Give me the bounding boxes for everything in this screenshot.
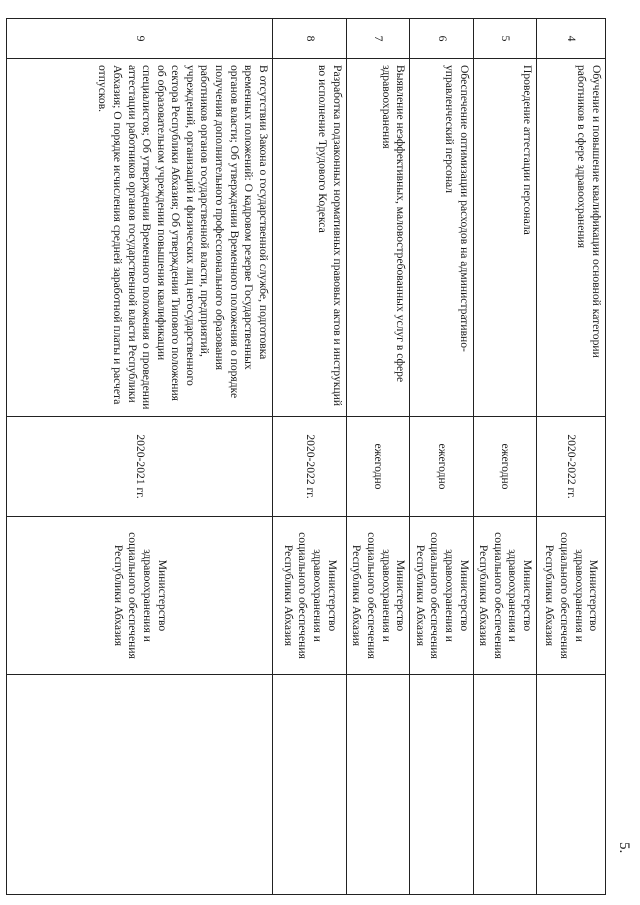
table-row — [6, 19, 272, 895]
org-line: Министерство — [155, 559, 169, 632]
row-number: 6 — [410, 19, 473, 59]
org-line: Республики Абхазия — [477, 544, 491, 647]
org-line: Республики Абхазия — [111, 544, 125, 647]
org-line: социального обеспечения — [428, 532, 442, 659]
org-line: социального обеспечения — [558, 532, 571, 659]
org-line: здравоохранения и — [379, 549, 393, 642]
extra-cell — [346, 675, 409, 895]
deadline: ежегодно — [346, 417, 409, 517]
table-row — [473, 19, 536, 895]
measure-text: Разработка подзаконных нормативных правовых актов и инструкций во исполнение Трудового Кодекса — [272, 59, 346, 417]
responsible-org — [410, 517, 473, 675]
deadline: ежегодно — [410, 417, 473, 517]
page-number: 5. — [616, 842, 632, 854]
table-row — [410, 19, 473, 895]
row-number: 5 — [473, 19, 536, 59]
org-line: здравоохранения и — [506, 549, 520, 642]
responsible-org — [473, 517, 536, 675]
row-number: 9 — [6, 19, 272, 59]
deadline: 2020-2022 гг. — [272, 417, 346, 517]
row-number: 8 — [272, 19, 346, 59]
org-line: Министерство — [394, 559, 408, 632]
extra-cell — [410, 675, 473, 895]
org-line: социального обеспечения — [491, 532, 505, 659]
extra-cell — [473, 675, 536, 895]
org-line: социального обеспечения — [126, 532, 140, 659]
org-line: здравоохранения и — [310, 549, 324, 642]
measures-table — [6, 18, 606, 895]
org-line: Республики Абхазия — [543, 544, 557, 647]
table-row — [272, 19, 346, 895]
org-line: социального обеспечения — [365, 532, 379, 659]
org-line: Министерство — [457, 559, 471, 632]
org-line: Министерство — [325, 559, 339, 632]
measure-text: Обеспечение оптимизации расходов на административно-управленческий персонал — [410, 59, 473, 417]
org-line: социального обеспечения — [296, 532, 310, 659]
table-row — [537, 19, 606, 895]
row-number: 4 — [537, 19, 606, 59]
deadline: 2020-2022 гг. — [537, 417, 606, 517]
org-line: Республики Абхазия — [350, 544, 364, 647]
org-line: здравоохранения и — [140, 549, 154, 642]
extra-cell — [537, 675, 606, 895]
row-number: 7 — [346, 19, 409, 59]
org-line: здравоохранения и — [572, 549, 586, 642]
deadline: 2020-2021 гг. — [6, 417, 272, 517]
extra-cell — [272, 675, 346, 895]
deadline: ежегодно — [473, 417, 536, 517]
measure-text: Проведение аттестации персонала — [473, 59, 536, 417]
responsible-org — [537, 517, 606, 675]
measure-text: Обучение и повышение квалификации основной категории работников в сфере здравоохранения — [537, 59, 606, 417]
measure-text: Выявление неэффективных, маловостребованных услуг в сфере здравоохранения — [346, 59, 409, 417]
table-row — [346, 19, 409, 895]
responsible-org — [6, 517, 272, 675]
responsible-org — [346, 517, 409, 675]
extra-cell — [6, 675, 272, 895]
responsible-org — [272, 517, 346, 675]
measure-text: В отсутствии Закона о государственной службе, подготовка временных положений: О кадровом резерве Государственных органов власти; Об утверждении Временного положения о порядке получения дополнительного профессионального образования работников органов государственной власти, предприятий, учреждений, организаций и физических лиц негосударственного сектора Республики Абхазия; Об утверждении Типового положения об образовательном учреждении повышения квалификации специалистов; Об утверждении Временного положения о проведении аттестации работников органов государственной власти Республики Абхазия; О порядке исчисления средней заработной платы и расчета отпусков. — [6, 59, 272, 417]
org-line: здравоохранения и — [443, 549, 457, 642]
org-line: Министерство — [521, 559, 534, 632]
org-line: Республики Абхазия — [281, 544, 295, 647]
org-line: Министерство — [587, 559, 601, 632]
org-line: Республики Абхазия — [413, 544, 427, 647]
